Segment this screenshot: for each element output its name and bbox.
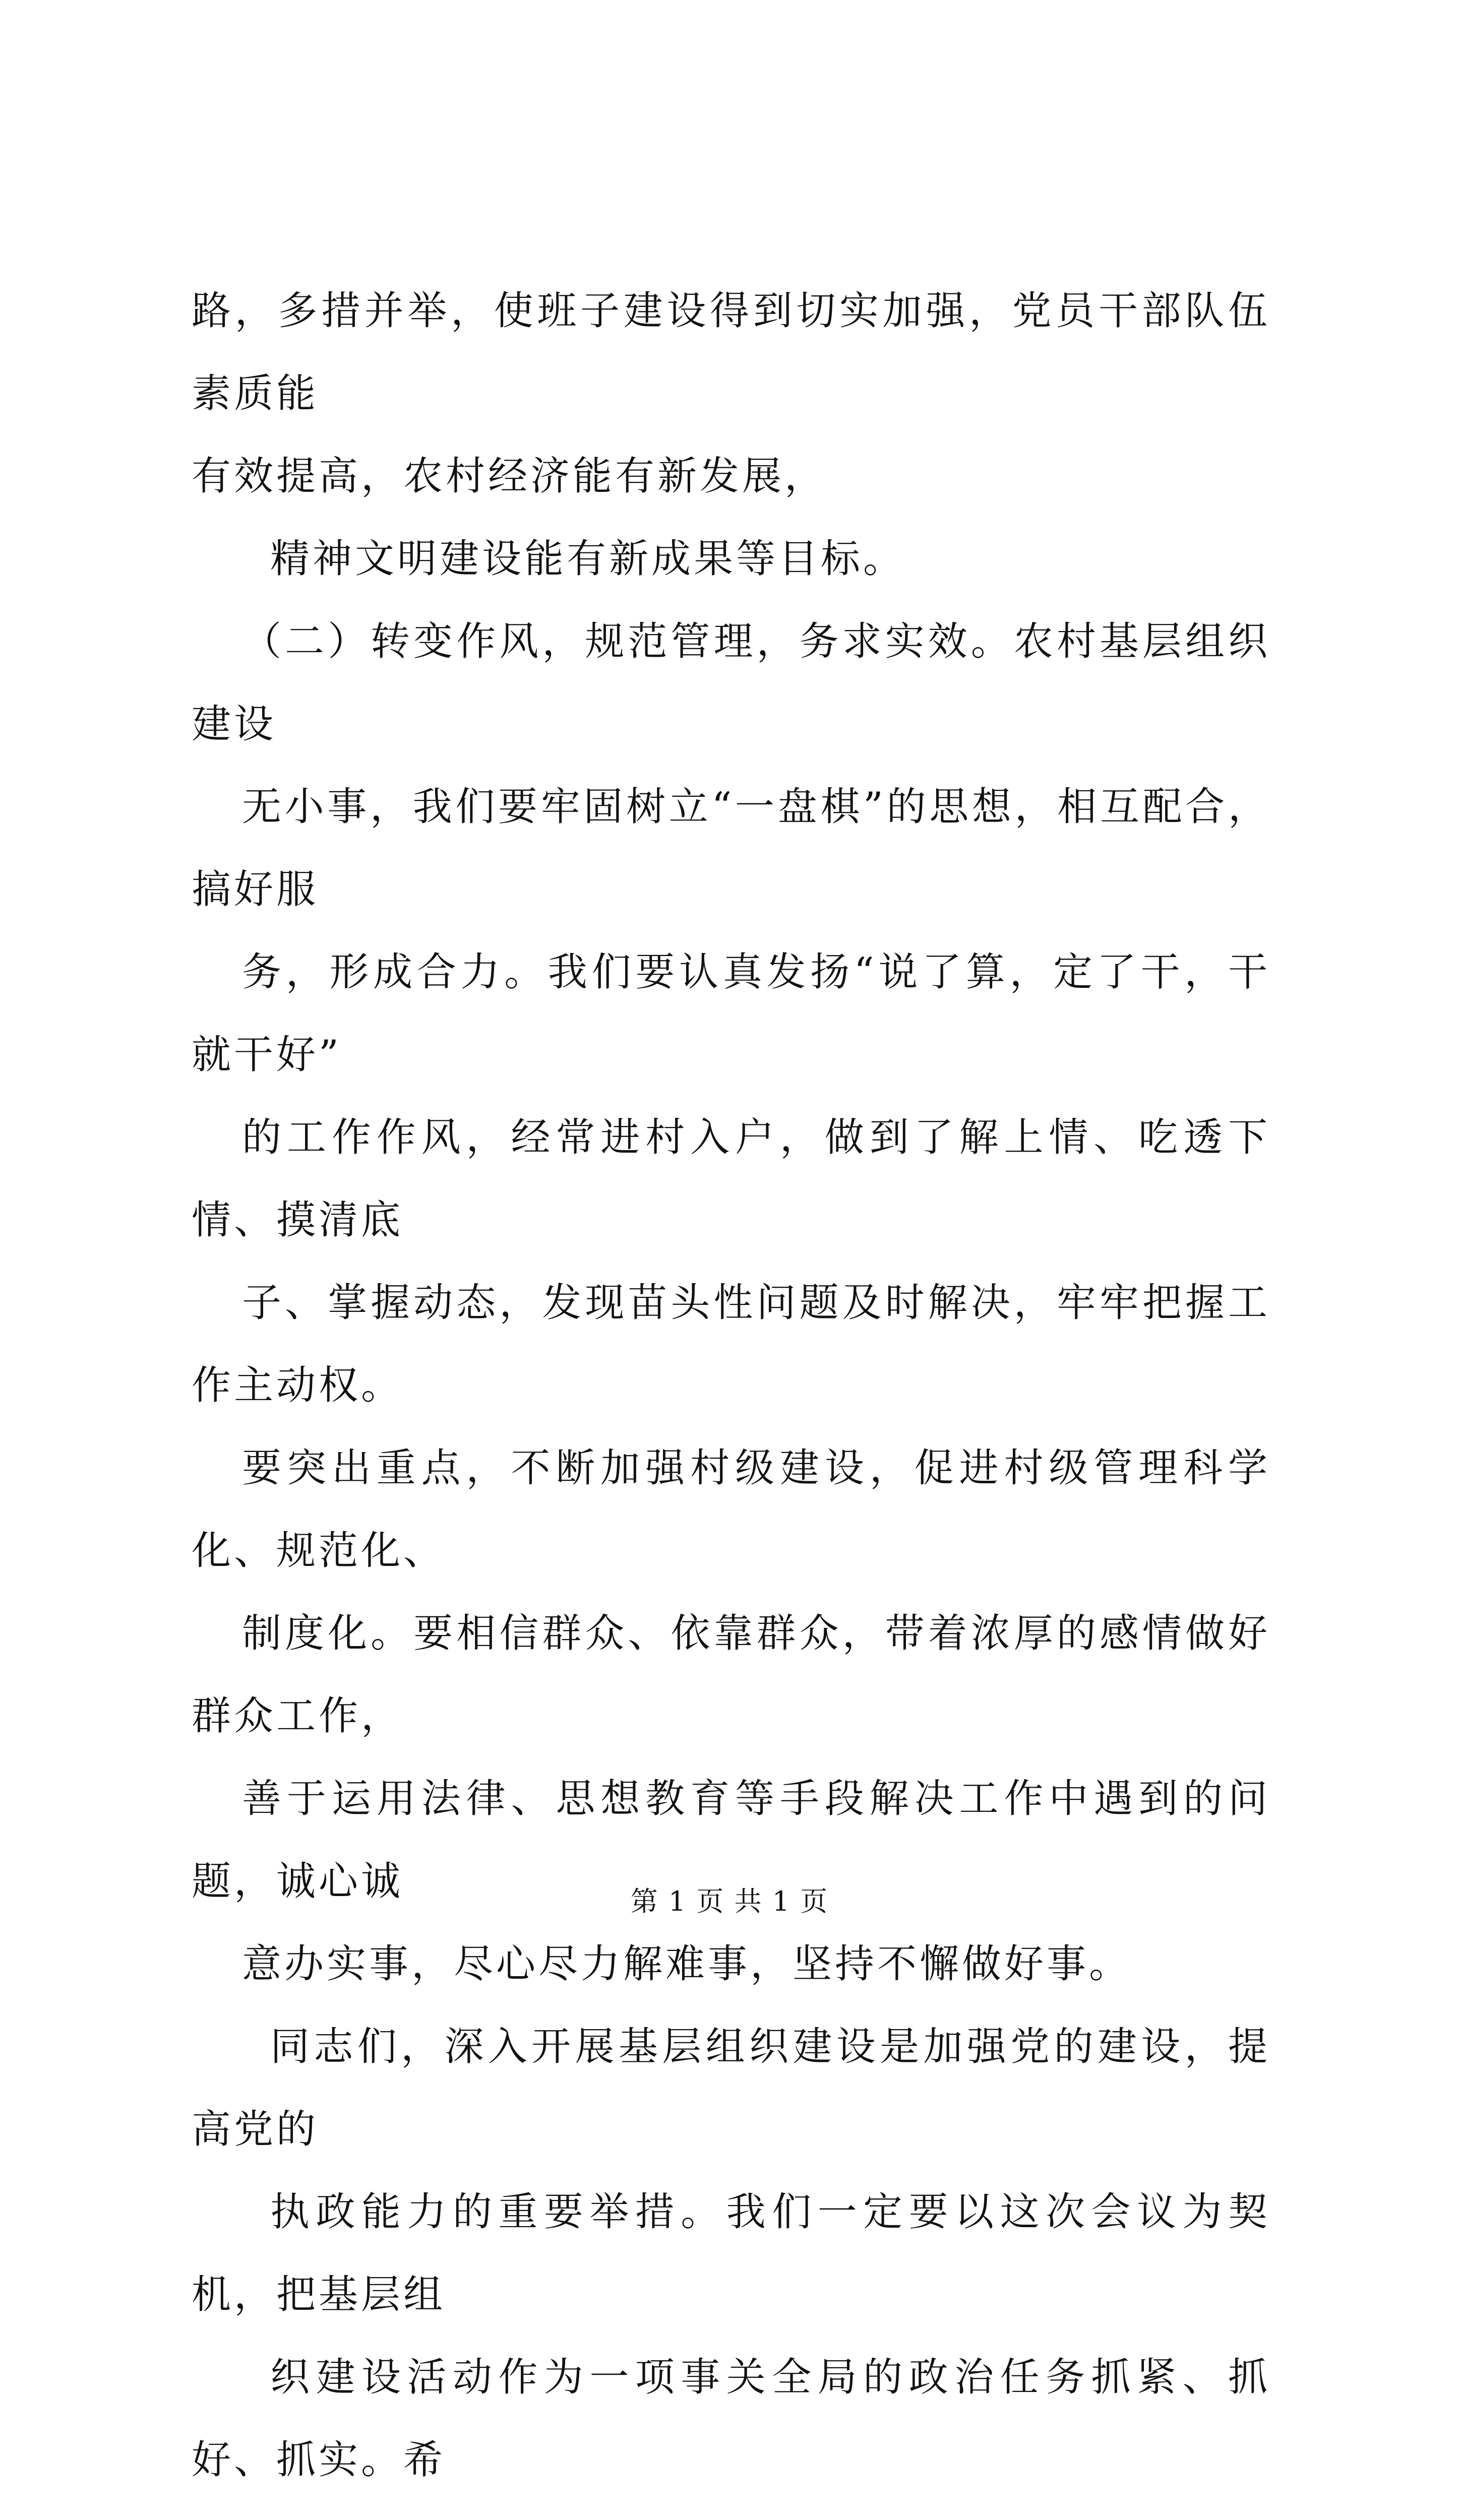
text-line: 精神文明建设能有新成果等目标。 bbox=[270, 536, 906, 582]
paragraph-2 bbox=[192, 518, 1270, 600]
page-number-footer: 第 1 页 共 1 页 bbox=[630, 1885, 829, 1917]
text-line: 有效提高，农村经济能有新发展， bbox=[192, 454, 827, 499]
text-line: 意办实事，尽心尽力解难事，坚持不懈做好事。 bbox=[242, 1941, 1132, 1987]
text-line: 善于运用法律、思想教育等手段解决工作中遇到的问题，诚心诚 bbox=[192, 1776, 1270, 1904]
paragraph-4 bbox=[192, 2005, 1270, 2520]
text-line: 路，多措并举，使班子建设得到切实加强，党员干部队伍素质能 bbox=[192, 288, 1270, 416]
text-line: 要突出重点，不断加强村级建设，促进村级管理科学化、规范化、 bbox=[192, 1445, 1270, 1573]
text-line: 执政能力的重要举措。我们一定要以这次会议为契机，把基层组 bbox=[192, 2189, 1270, 2317]
text-line: 的工作作风，经常进村入户，做到了解上情、吃透下情、摸清底 bbox=[192, 1115, 1270, 1243]
paragraph-1 bbox=[192, 270, 1270, 518]
text-line: （二）转变作风，规范管理，务求实效。农村基层组织建设 bbox=[192, 619, 1270, 747]
text-line: 无小事，我们要牢固树立“一盘棋”的思想，相互配合，搞好服 bbox=[192, 784, 1270, 912]
text-line: 制度化。要相信群众、依靠群众，带着浓厚的感情做好群众工作， bbox=[192, 1611, 1270, 1739]
text-line: 子、掌握动态，发现苗头性问题及时解决，牢牢把握工作主动权。 bbox=[192, 1280, 1270, 1408]
text-line bbox=[192, 2501, 1270, 2520]
text-line: 务，形成合力。我们要认真发扬“说了算，定了干，干就干好” bbox=[192, 950, 1270, 1078]
paragraph-3 bbox=[192, 600, 1270, 2005]
text-line: 同志们，深入开展基层组织建设是加强党的建设，提高党的 bbox=[192, 2024, 1270, 2152]
text-line: 织建设活动作为一项事关全局的政治任务抓紧、抓好、抓实。希 bbox=[192, 2355, 1270, 2483]
document-body bbox=[192, 270, 1270, 2520]
